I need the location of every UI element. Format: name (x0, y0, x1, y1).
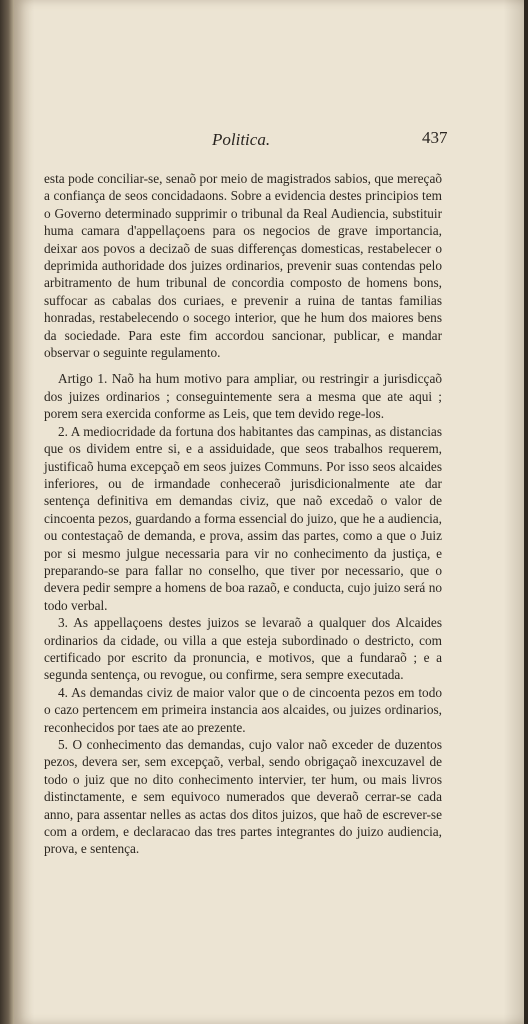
paragraph-article-3: 3. As appellaçoens destes juizos se levaraõ a qualquer dos Alcaides ordinarios da cidade, ou villa a que esteja subordinado o destricto, com certificado por escrito da pronuncia, e motivos, que a fundaraõ ; e a segunda sentença, ou revogue, ou confirme, sera sempre executada. (44, 615, 442, 683)
paragraph-article-2: 2. A mediocridade da fortuna dos habitantes das campinas, as distancias que os dividem entre si, e a assiduidade, que seos trabalhos requerem, justificaõ huma excepçaõ em seos juizes Communs. Por isso seos alcaides inferiores, ou de irmandade conheceraõ jurisdicionalmente ate dar sentença definitiva em demandas civiz, que naõ excedaõ o valor de cincoenta pezos, guardando a forma essencial do juizo, que he a audiencia, ou contestaçaõ de demanda, e prova, assim das partes, como a que o Juiz por si mesmo julgue necessaria para vir no conhecimento da justiça, e preparando-se para fallar no conselho, que tiver por necessario, que o devera pedir sempre a homens de boa razaõ, e conducta, cujo juizo será no todo verbal. (44, 423, 442, 613)
page-header (14, 130, 524, 152)
book-page (14, 0, 524, 1024)
paragraph-article-5: 5. O conhecimento das demandas, cujo valor naõ exceder de duzentos pezos, devera ser, sem excepçaõ, verbal, sendo obrigaçaõ inexcuzavel de todo o juiz que no dito conhecimento intervier, ter hum, ou mais livros distinctamente, e sem equivoco numerados que deveraõ cerrar-se cada anno, para assentar nelles as actas dos ditos juizos, que haõ de escrever-se com a ordem, e declaracao das tres partes integrantes do juizo audiencia, prova, e sentença. (44, 737, 442, 857)
paragraph-artigo-1: Artigo 1. Naõ ha hum motivo para ampliar, ou restringir a jurisdicçaõ dos juizes ordinarios ; conseguintemente sera a mesma que ate aqui ; porem sera exercida conforme as Leis, que tem devido rege-los. (44, 371, 442, 422)
paragraph-article-4: 4. As demandas civiz de maior valor que o de cincoenta pezos em todo o cazo pertencem em primeira instancia aos alcaides, ou juizes ordinarios, reconhecidos por taes ate ao prezente. (44, 684, 442, 735)
paragraph-preamble: esta pode conciliar-se, senaõ por meio de magistrados sabios, que mereçaõ a confiança de seos concidadaons. Sobre a evidencia destes principios tem o Governo determinado supprimir o tribunal da Real Audiencia, substituir huma camara d'appellaçoens para os negocios de grave importancia, deixar aos povos a decizaõ de suas differenças domesticas, restabelecer o deprimida authoridade dos juizes ordinarios, prevenir suas contendas pelo arbitramento de hum tribunal de concordia composto de homens bons, suffocar as cabalas dos curiaes, e prevenir a ruina de tantas familias honradas, restabelecendo o socego interior, que he hum dos maiores bens da sociedade. Para este fim accordou sancionar, publicar, e mandar observar o seguinte regulamento. (44, 171, 442, 361)
page-edge (524, 0, 528, 1024)
book-gutter (0, 0, 14, 1024)
page-number: 437 (422, 128, 448, 147)
running-title: Politica. (212, 130, 271, 149)
body-text (44, 170, 442, 858)
